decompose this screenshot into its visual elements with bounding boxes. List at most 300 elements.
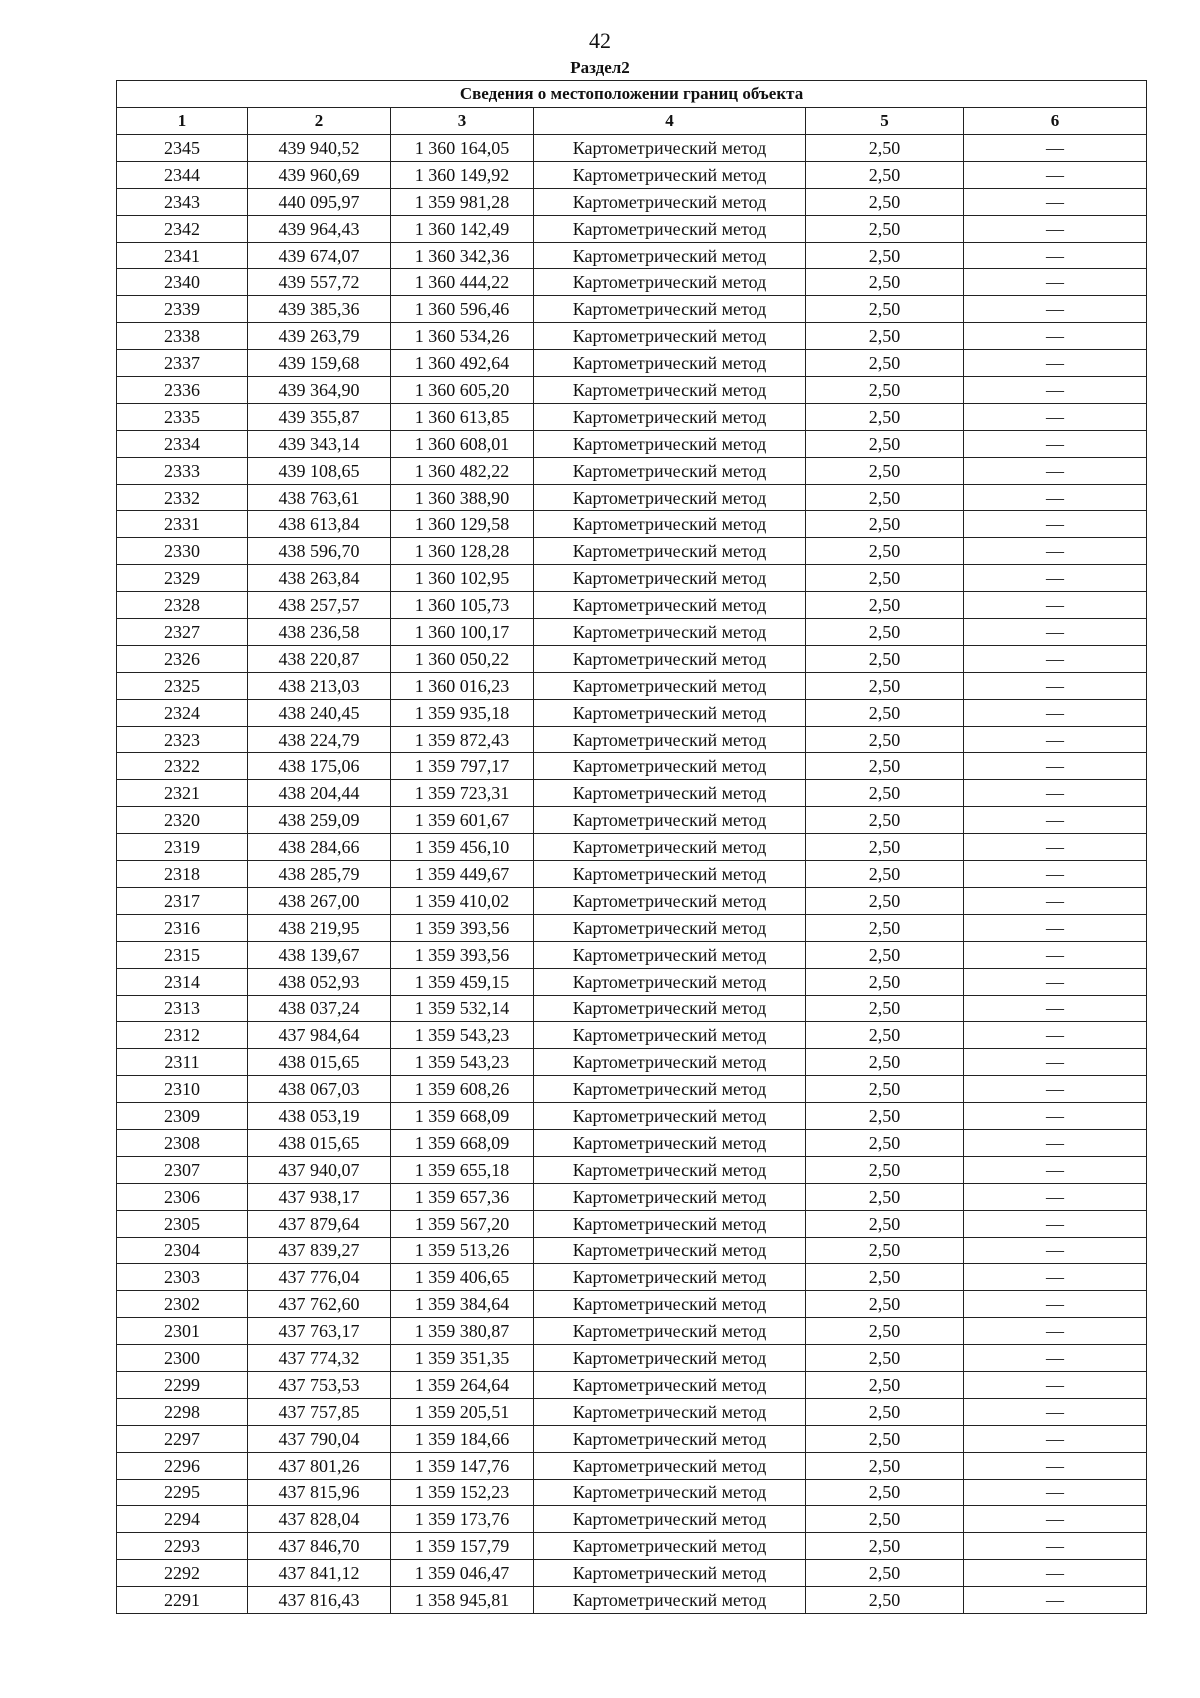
point-number-cell: 2322: [117, 753, 248, 780]
y-coordinate-cell: 1 359 668,09: [391, 1103, 534, 1130]
point-number-cell: 2339: [117, 296, 248, 323]
method-cell: Картометрический метод: [534, 699, 806, 726]
x-coordinate-cell: 439 355,87: [248, 403, 391, 430]
page-number: 42: [589, 28, 611, 53]
accuracy-cell: 2,50: [806, 726, 964, 753]
accuracy-cell: 2,50: [806, 968, 964, 995]
table-body: [117, 135, 1147, 1614]
table-row: [117, 619, 1147, 646]
table-title: Сведения о местоположении границ объекта: [117, 81, 1147, 108]
method-cell: Картометрический метод: [534, 1533, 806, 1560]
table-row: [117, 538, 1147, 565]
accuracy-cell: 2,50: [806, 780, 964, 807]
description-cell: —: [964, 672, 1147, 699]
x-coordinate-cell: 439 108,65: [248, 457, 391, 484]
accuracy-cell: 2,50: [806, 1452, 964, 1479]
x-coordinate-cell: 437 776,04: [248, 1264, 391, 1291]
x-coordinate-cell: 439 964,43: [248, 215, 391, 242]
x-coordinate-cell: 437 841,12: [248, 1560, 391, 1587]
y-coordinate-cell: 1 360 149,92: [391, 161, 534, 188]
accuracy-cell: 2,50: [806, 914, 964, 941]
accuracy-cell: 2,50: [806, 565, 964, 592]
accuracy-cell: 2,50: [806, 403, 964, 430]
table-row: [117, 834, 1147, 861]
point-number-cell: 2315: [117, 941, 248, 968]
table-row: [117, 887, 1147, 914]
x-coordinate-cell: 438 220,87: [248, 645, 391, 672]
point-number-cell: 2309: [117, 1103, 248, 1130]
accuracy-cell: 2,50: [806, 350, 964, 377]
point-number-cell: 2338: [117, 323, 248, 350]
table-row: [117, 807, 1147, 834]
table-row: [117, 645, 1147, 672]
table-row: [117, 1183, 1147, 1210]
method-cell: Картометрический метод: [534, 1129, 806, 1156]
accuracy-cell: 2,50: [806, 135, 964, 162]
x-coordinate-cell: 438 236,58: [248, 619, 391, 646]
x-coordinate-cell: 439 159,68: [248, 350, 391, 377]
description-cell: —: [964, 941, 1147, 968]
method-cell: Картометрический метод: [534, 215, 806, 242]
table-row: [117, 1022, 1147, 1049]
x-coordinate-cell: 438 219,95: [248, 914, 391, 941]
x-coordinate-cell: 439 674,07: [248, 242, 391, 269]
table-row: [117, 1129, 1147, 1156]
y-coordinate-cell: 1 360 100,17: [391, 619, 534, 646]
y-coordinate-cell: 1 360 596,46: [391, 296, 534, 323]
description-cell: —: [964, 538, 1147, 565]
x-coordinate-cell: 437 762,60: [248, 1291, 391, 1318]
y-coordinate-cell: 1 360 534,26: [391, 323, 534, 350]
accuracy-cell: 2,50: [806, 1264, 964, 1291]
x-coordinate-cell: 439 960,69: [248, 161, 391, 188]
point-number-cell: 2299: [117, 1371, 248, 1398]
point-number-cell: 2342: [117, 215, 248, 242]
accuracy-cell: 2,50: [806, 619, 964, 646]
method-cell: Картометрический метод: [534, 1291, 806, 1318]
point-number-cell: 2333: [117, 457, 248, 484]
point-number-cell: 2329: [117, 565, 248, 592]
x-coordinate-cell: 437 940,07: [248, 1156, 391, 1183]
y-coordinate-cell: 1 359 351,35: [391, 1345, 534, 1372]
accuracy-cell: 2,50: [806, 1103, 964, 1130]
point-number-cell: 2335: [117, 403, 248, 430]
method-cell: Картометрический метод: [534, 538, 806, 565]
y-coordinate-cell: 1 359 264,64: [391, 1371, 534, 1398]
accuracy-cell: 2,50: [806, 941, 964, 968]
description-cell: —: [964, 430, 1147, 457]
table-row: [117, 699, 1147, 726]
description-cell: —: [964, 995, 1147, 1022]
y-coordinate-cell: 1 360 613,85: [391, 403, 534, 430]
x-coordinate-cell: 438 284,66: [248, 834, 391, 861]
point-number-cell: 2330: [117, 538, 248, 565]
point-number-cell: 2295: [117, 1479, 248, 1506]
point-number-cell: 2337: [117, 350, 248, 377]
point-number-cell: 2308: [117, 1129, 248, 1156]
table-row: [117, 1371, 1147, 1398]
table-row: [117, 1049, 1147, 1076]
table-row: [117, 242, 1147, 269]
method-cell: Картометрический метод: [534, 1022, 806, 1049]
y-coordinate-cell: 1 359 384,64: [391, 1291, 534, 1318]
y-coordinate-cell: 1 359 380,87: [391, 1318, 534, 1345]
point-number-cell: 2305: [117, 1210, 248, 1237]
y-coordinate-cell: 1 359 723,31: [391, 780, 534, 807]
table-row: [117, 1318, 1147, 1345]
point-number-cell: 2340: [117, 269, 248, 296]
x-coordinate-cell: 439 557,72: [248, 269, 391, 296]
description-cell: —: [964, 1264, 1147, 1291]
accuracy-cell: 2,50: [806, 188, 964, 215]
column-header: 1: [117, 108, 248, 135]
method-cell: Картометрический метод: [534, 887, 806, 914]
point-number-cell: 2332: [117, 484, 248, 511]
description-cell: —: [964, 1506, 1147, 1533]
description-cell: —: [964, 242, 1147, 269]
x-coordinate-cell: 437 828,04: [248, 1506, 391, 1533]
description-cell: —: [964, 914, 1147, 941]
method-cell: Картометрический метод: [534, 1425, 806, 1452]
description-cell: —: [964, 1210, 1147, 1237]
accuracy-cell: 2,50: [806, 1479, 964, 1506]
table-row: [117, 1533, 1147, 1560]
y-coordinate-cell: 1 359 543,23: [391, 1022, 534, 1049]
accuracy-cell: 2,50: [806, 1318, 964, 1345]
y-coordinate-cell: 1 359 567,20: [391, 1210, 534, 1237]
point-number-cell: 2294: [117, 1506, 248, 1533]
description-cell: —: [964, 807, 1147, 834]
table-row: [117, 726, 1147, 753]
method-cell: Картометрический метод: [534, 1506, 806, 1533]
description-cell: —: [964, 1533, 1147, 1560]
table-row: [117, 1264, 1147, 1291]
accuracy-cell: 2,50: [806, 699, 964, 726]
accuracy-cell: 2,50: [806, 1022, 964, 1049]
table-row: [117, 511, 1147, 538]
accuracy-cell: 2,50: [806, 161, 964, 188]
accuracy-cell: 2,50: [806, 430, 964, 457]
point-number-cell: 2331: [117, 511, 248, 538]
point-number-cell: 2307: [117, 1156, 248, 1183]
method-cell: Картометрический метод: [534, 619, 806, 646]
point-number-cell: 2306: [117, 1183, 248, 1210]
x-coordinate-cell: 439 385,36: [248, 296, 391, 323]
column-header-row: [117, 108, 1147, 135]
description-cell: —: [964, 1318, 1147, 1345]
description-cell: —: [964, 1156, 1147, 1183]
y-coordinate-cell: 1 359 205,51: [391, 1398, 534, 1425]
y-coordinate-cell: 1 360 164,05: [391, 135, 534, 162]
accuracy-cell: 2,50: [806, 1156, 964, 1183]
point-number-cell: 2297: [117, 1425, 248, 1452]
description-cell: —: [964, 1398, 1147, 1425]
method-cell: Картометрический метод: [534, 1560, 806, 1587]
method-cell: Картометрический метод: [534, 861, 806, 888]
description-cell: —: [964, 619, 1147, 646]
description-cell: —: [964, 1129, 1147, 1156]
y-coordinate-cell: 1 360 605,20: [391, 377, 534, 404]
column-header: 4: [534, 108, 806, 135]
table-row: [117, 296, 1147, 323]
point-number-cell: 2291: [117, 1587, 248, 1614]
x-coordinate-cell: 437 984,64: [248, 1022, 391, 1049]
accuracy-cell: 2,50: [806, 457, 964, 484]
description-cell: —: [964, 1049, 1147, 1076]
description-cell: —: [964, 834, 1147, 861]
accuracy-cell: 2,50: [806, 1533, 964, 1560]
accuracy-cell: 2,50: [806, 215, 964, 242]
y-coordinate-cell: 1 359 872,43: [391, 726, 534, 753]
method-cell: Картометрический метод: [534, 1452, 806, 1479]
method-cell: Картометрический метод: [534, 403, 806, 430]
table-row: [117, 1425, 1147, 1452]
x-coordinate-cell: 437 753,53: [248, 1371, 391, 1398]
method-cell: Картометрический метод: [534, 188, 806, 215]
description-cell: —: [964, 1237, 1147, 1264]
x-coordinate-cell: 438 139,67: [248, 941, 391, 968]
point-number-cell: 2323: [117, 726, 248, 753]
description-cell: —: [964, 1103, 1147, 1130]
method-cell: Картометрический метод: [534, 565, 806, 592]
description-cell: —: [964, 1345, 1147, 1372]
point-number-cell: 2316: [117, 914, 248, 941]
x-coordinate-cell: 437 801,26: [248, 1452, 391, 1479]
method-cell: Картометрический метод: [534, 1318, 806, 1345]
description-cell: —: [964, 269, 1147, 296]
accuracy-cell: 2,50: [806, 377, 964, 404]
y-coordinate-cell: 1 359 393,56: [391, 914, 534, 941]
point-number-cell: 2325: [117, 672, 248, 699]
accuracy-cell: 2,50: [806, 538, 964, 565]
description-cell: —: [964, 377, 1147, 404]
method-cell: Картометрический метод: [534, 1183, 806, 1210]
description-cell: —: [964, 1452, 1147, 1479]
table-row: [117, 1076, 1147, 1103]
description-cell: —: [964, 350, 1147, 377]
point-number-cell: 2318: [117, 861, 248, 888]
description-cell: —: [964, 1183, 1147, 1210]
y-coordinate-cell: 1 360 016,23: [391, 672, 534, 699]
accuracy-cell: 2,50: [806, 242, 964, 269]
method-cell: Картометрический метод: [534, 1210, 806, 1237]
y-coordinate-cell: 1 359 601,67: [391, 807, 534, 834]
method-cell: Картометрический метод: [534, 269, 806, 296]
x-coordinate-cell: 438 204,44: [248, 780, 391, 807]
method-cell: Картометрический метод: [534, 914, 806, 941]
y-coordinate-cell: 1 359 532,14: [391, 995, 534, 1022]
method-cell: Картометрический метод: [534, 1371, 806, 1398]
description-cell: —: [964, 1560, 1147, 1587]
accuracy-cell: 2,50: [806, 672, 964, 699]
x-coordinate-cell: 438 613,84: [248, 511, 391, 538]
boundary-coordinates-table: [116, 80, 1147, 1614]
point-number-cell: 2296: [117, 1452, 248, 1479]
method-cell: Картометрический метод: [534, 995, 806, 1022]
x-coordinate-cell: 440 095,97: [248, 188, 391, 215]
method-cell: Картометрический метод: [534, 1156, 806, 1183]
x-coordinate-cell: 437 816,43: [248, 1587, 391, 1614]
section-label: Раздел2: [570, 58, 630, 77]
table-row: [117, 377, 1147, 404]
x-coordinate-cell: 437 757,85: [248, 1398, 391, 1425]
table-row: [117, 1560, 1147, 1587]
method-cell: Картометрический метод: [534, 941, 806, 968]
y-coordinate-cell: 1 360 102,95: [391, 565, 534, 592]
point-number-cell: 2293: [117, 1533, 248, 1560]
table-row: [117, 592, 1147, 619]
point-number-cell: 2310: [117, 1076, 248, 1103]
point-number-cell: 2319: [117, 834, 248, 861]
description-cell: —: [964, 780, 1147, 807]
table-row: [117, 1345, 1147, 1372]
method-cell: Картометрический метод: [534, 726, 806, 753]
y-coordinate-cell: 1 359 935,18: [391, 699, 534, 726]
method-cell: Картометрический метод: [534, 780, 806, 807]
accuracy-cell: 2,50: [806, 1506, 964, 1533]
method-cell: Картометрический метод: [534, 484, 806, 511]
point-number-cell: 2327: [117, 619, 248, 646]
accuracy-cell: 2,50: [806, 807, 964, 834]
table-row: [117, 968, 1147, 995]
y-coordinate-cell: 1 359 406,65: [391, 1264, 534, 1291]
x-coordinate-cell: 439 263,79: [248, 323, 391, 350]
x-coordinate-cell: 438 213,03: [248, 672, 391, 699]
x-coordinate-cell: 437 763,17: [248, 1318, 391, 1345]
description-cell: —: [964, 457, 1147, 484]
accuracy-cell: 2,50: [806, 1237, 964, 1264]
method-cell: Картометрический метод: [534, 430, 806, 457]
x-coordinate-cell: 438 763,61: [248, 484, 391, 511]
table-row: [117, 1156, 1147, 1183]
table-row: [117, 753, 1147, 780]
x-coordinate-cell: 439 364,90: [248, 377, 391, 404]
y-coordinate-cell: 1 359 657,36: [391, 1183, 534, 1210]
y-coordinate-cell: 1 360 608,01: [391, 430, 534, 457]
table-row: [117, 672, 1147, 699]
point-number-cell: 2320: [117, 807, 248, 834]
table-row: [117, 780, 1147, 807]
table-row: [117, 914, 1147, 941]
y-coordinate-cell: 1 359 655,18: [391, 1156, 534, 1183]
accuracy-cell: 2,50: [806, 1345, 964, 1372]
y-coordinate-cell: 1 359 797,17: [391, 753, 534, 780]
accuracy-cell: 2,50: [806, 753, 964, 780]
x-coordinate-cell: 438 267,00: [248, 887, 391, 914]
y-coordinate-cell: 1 360 142,49: [391, 215, 534, 242]
y-coordinate-cell: 1 360 342,36: [391, 242, 534, 269]
method-cell: Картометрический метод: [534, 350, 806, 377]
description-cell: —: [964, 323, 1147, 350]
table-row: [117, 215, 1147, 242]
column-header: 3: [391, 108, 534, 135]
method-cell: Картометрический метод: [534, 592, 806, 619]
description-cell: —: [964, 753, 1147, 780]
x-coordinate-cell: 438 175,06: [248, 753, 391, 780]
column-header: 2: [248, 108, 391, 135]
method-cell: Картометрический метод: [534, 296, 806, 323]
table-row: [117, 403, 1147, 430]
x-coordinate-cell: 438 224,79: [248, 726, 391, 753]
table-row: [117, 161, 1147, 188]
point-number-cell: 2334: [117, 430, 248, 457]
table-row: [117, 188, 1147, 215]
y-coordinate-cell: 1 360 129,58: [391, 511, 534, 538]
x-coordinate-cell: 438 285,79: [248, 861, 391, 888]
accuracy-cell: 2,50: [806, 861, 964, 888]
table-row: [117, 1237, 1147, 1264]
x-coordinate-cell: 437 938,17: [248, 1183, 391, 1210]
y-coordinate-cell: 1 359 147,76: [391, 1452, 534, 1479]
description-cell: —: [964, 1425, 1147, 1452]
method-cell: Картометрический метод: [534, 323, 806, 350]
accuracy-cell: 2,50: [806, 1587, 964, 1614]
y-coordinate-cell: 1 359 410,02: [391, 887, 534, 914]
table-row: [117, 269, 1147, 296]
x-coordinate-cell: 437 815,96: [248, 1479, 391, 1506]
table-row: [117, 1506, 1147, 1533]
method-cell: Картометрический метод: [534, 457, 806, 484]
y-coordinate-cell: 1 359 393,56: [391, 941, 534, 968]
table-row: [117, 941, 1147, 968]
y-coordinate-cell: 1 358 945,81: [391, 1587, 534, 1614]
y-coordinate-cell: 1 360 128,28: [391, 538, 534, 565]
y-coordinate-cell: 1 359 981,28: [391, 188, 534, 215]
description-cell: —: [964, 968, 1147, 995]
x-coordinate-cell: 437 879,64: [248, 1210, 391, 1237]
y-coordinate-cell: 1 360 050,22: [391, 645, 534, 672]
table-row: [117, 1291, 1147, 1318]
description-cell: —: [964, 645, 1147, 672]
description-cell: —: [964, 699, 1147, 726]
table-row: [117, 1479, 1147, 1506]
point-number-cell: 2324: [117, 699, 248, 726]
description-cell: —: [964, 1022, 1147, 1049]
point-number-cell: 2311: [117, 1049, 248, 1076]
point-number-cell: 2341: [117, 242, 248, 269]
description-cell: —: [964, 565, 1147, 592]
accuracy-cell: 2,50: [806, 1371, 964, 1398]
y-coordinate-cell: 1 359 456,10: [391, 834, 534, 861]
point-number-cell: 2300: [117, 1345, 248, 1372]
description-cell: —: [964, 188, 1147, 215]
y-coordinate-cell: 1 359 459,15: [391, 968, 534, 995]
table-row: [117, 135, 1147, 162]
method-cell: Картометрический метод: [534, 645, 806, 672]
accuracy-cell: 2,50: [806, 269, 964, 296]
description-cell: —: [964, 861, 1147, 888]
x-coordinate-cell: 437 774,32: [248, 1345, 391, 1372]
description-cell: —: [964, 296, 1147, 323]
description-cell: —: [964, 403, 1147, 430]
point-number-cell: 2344: [117, 161, 248, 188]
accuracy-cell: 2,50: [806, 323, 964, 350]
method-cell: Картометрический метод: [534, 161, 806, 188]
x-coordinate-cell: 437 839,27: [248, 1237, 391, 1264]
y-coordinate-cell: 1 359 173,76: [391, 1506, 534, 1533]
point-number-cell: 2345: [117, 135, 248, 162]
description-cell: —: [964, 887, 1147, 914]
method-cell: Картометрический метод: [534, 1237, 806, 1264]
description-cell: —: [964, 1076, 1147, 1103]
x-coordinate-cell: 438 257,57: [248, 592, 391, 619]
table-row: [117, 1452, 1147, 1479]
accuracy-cell: 2,50: [806, 1425, 964, 1452]
y-coordinate-cell: 1 360 388,90: [391, 484, 534, 511]
point-number-cell: 2328: [117, 592, 248, 619]
point-number-cell: 2302: [117, 1291, 248, 1318]
y-coordinate-cell: 1 360 105,73: [391, 592, 534, 619]
